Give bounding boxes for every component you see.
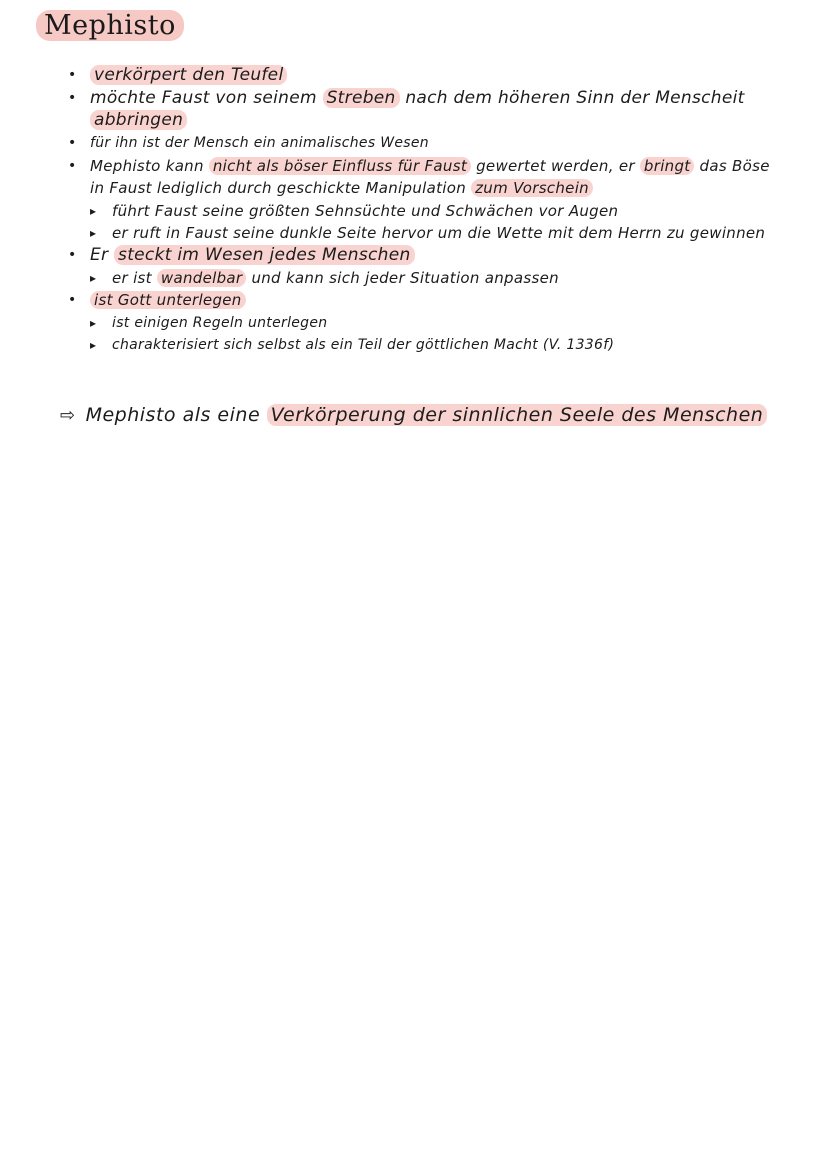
text-segment: möchte Faust von seinem bbox=[90, 88, 323, 108]
text-segment: Mephisto kann bbox=[90, 157, 209, 175]
highlight: zum Vorschein bbox=[471, 179, 593, 197]
sub-list-item bbox=[60, 200, 780, 222]
text-segment: Er bbox=[90, 245, 115, 265]
text-segment: und kann sich jeder Situation anpassen bbox=[246, 269, 559, 287]
text-segment: charakterisiert sich selbst als ein Teil der göttlichen Macht (V. 1336f) bbox=[112, 337, 615, 353]
list-item bbox=[60, 155, 780, 199]
highlight: steckt im Wesen jedes Menschen bbox=[114, 245, 415, 265]
highlight: wandelbar bbox=[157, 269, 246, 287]
list-item bbox=[60, 289, 780, 311]
title-text: Mephisto bbox=[36, 10, 184, 41]
text-segment: nach dem höheren Sinn der Menscheit bbox=[399, 88, 745, 108]
highlight: Streben bbox=[323, 88, 400, 108]
notes-list bbox=[60, 64, 780, 356]
list-item bbox=[60, 64, 780, 86]
conclusion bbox=[60, 404, 767, 426]
text-segment: er ist bbox=[112, 269, 157, 287]
sub-list-item bbox=[60, 267, 780, 289]
sub-list-item bbox=[60, 334, 780, 356]
highlight: Verkörperung der sinnlichen Seele des Menschen bbox=[267, 404, 768, 426]
text-segment: führt Faust seine größten Sehnsüchte und Schwächen vor Augen bbox=[112, 202, 619, 220]
text-segment: ist einigen Regeln unterlegen bbox=[112, 315, 328, 331]
list-item bbox=[60, 87, 780, 131]
page-title bbox=[36, 10, 184, 41]
sub-list-item bbox=[60, 312, 780, 334]
highlight: abbringen bbox=[90, 110, 187, 130]
list-item bbox=[60, 132, 780, 154]
text-segment: er ruft in Faust seine dunkle Seite hervor um die Wette mit dem Herrn zu gewinnen bbox=[112, 224, 766, 242]
text-segment: gewertet werden, er bbox=[471, 157, 640, 175]
highlight: ist Gott unterlegen bbox=[90, 291, 246, 309]
sub-list-item bbox=[60, 222, 780, 244]
text-segment: Mephisto als eine bbox=[85, 404, 267, 426]
arrow-right-icon: ⇨ bbox=[60, 405, 76, 426]
text-segment: das Böse in Faust lediglich durch geschickte Manipulation bbox=[90, 157, 770, 197]
highlight: bringt bbox=[640, 157, 695, 175]
highlight: verkörpert den Teufel bbox=[90, 65, 287, 85]
text-segment: für ihn ist der Mensch ein animalisches Wesen bbox=[90, 135, 429, 151]
list-item bbox=[60, 244, 780, 266]
highlight: nicht als böser Einfluss für Faust bbox=[209, 157, 471, 175]
